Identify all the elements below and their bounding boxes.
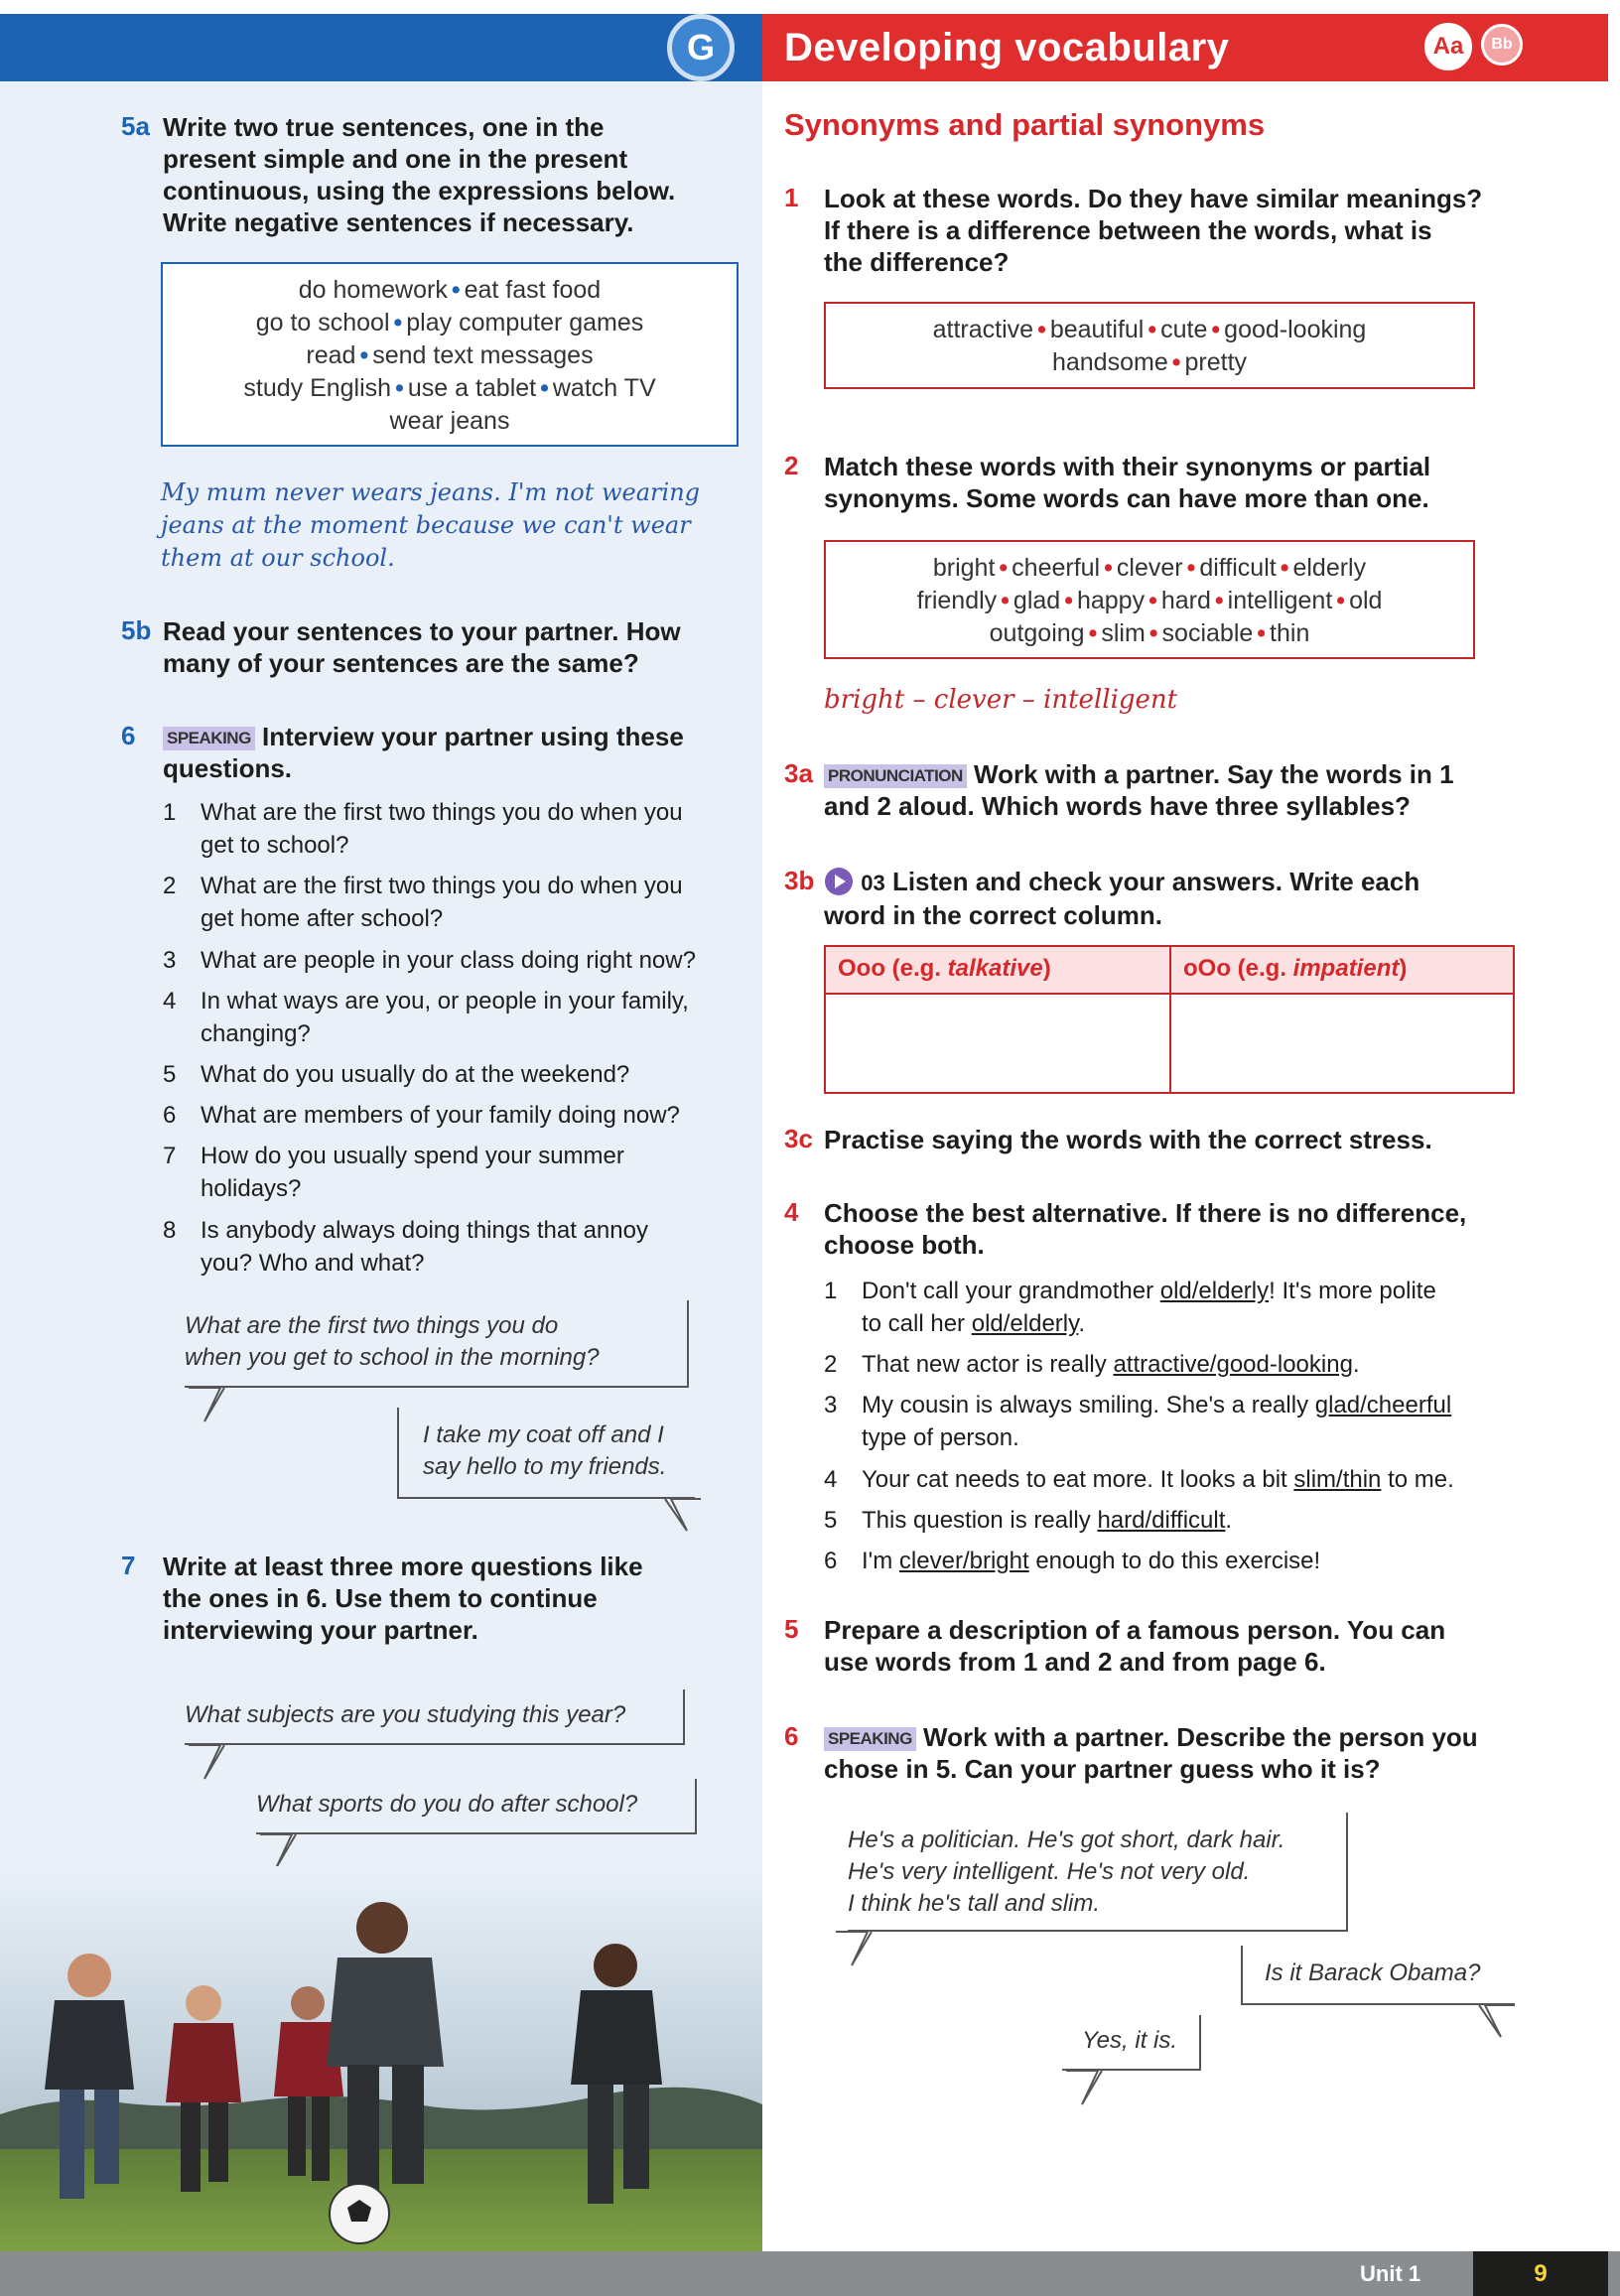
page-number: 9 [1473, 2251, 1608, 2296]
synonyms-box: bright • cheerful • clever • difficult • elderly friendly • glad • happy • hard • intelligent • old outgoing • slim • sociable • thin [824, 540, 1475, 659]
exercise-5b-instruction: Read your sentences to your partner. How many of your sentences are the same? [163, 616, 681, 678]
speech-bubble-description: He's a politician. He's got short, dark hair. He's very intelligent. He's not very old. I think he's tall and slim. [848, 1813, 1348, 1932]
exercise-5a-example: My mum never wears jeans. I'm not wearing jeans at the moment because we can't wear them at our school. [161, 478, 701, 572]
stress-col-2-header: oOo (e.g. impatient) [1183, 955, 1408, 982]
vocabulary-badge-icon: Aa [1421, 20, 1475, 73]
speaking-tag: SPEAKING [824, 1727, 916, 1751]
speech-bubble-tail-icon [185, 1743, 264, 1783]
vocab-exercise-1-number: 1 [784, 183, 799, 212]
vocab-exercise-3c-number: 3c [784, 1124, 813, 1153]
speech-bubble-answer: I take my coat off and I say hello to my friends. [397, 1408, 695, 1499]
speech-bubble-tail-icon [832, 1930, 911, 1969]
pronunciation-tag: PRONUNCIATION [824, 764, 967, 788]
stress-table-divider [1169, 947, 1171, 1092]
exercise-7-number: 7 [121, 1551, 136, 1580]
choice-option[interactable]: hard/difficult [1097, 1507, 1226, 1534]
exercise-5b-number: 5b [121, 615, 152, 645]
stress-col-1-header: Ooo (e.g. talkative) [838, 955, 1051, 982]
audio-play-icon[interactable] [824, 867, 854, 896]
exercise-5a-number: 5a [121, 111, 150, 141]
audio-track-number: 03 [861, 871, 885, 895]
vocab-exercise-3b-number: 3b [784, 866, 815, 895]
stress-table [824, 945, 1515, 1094]
speech-bubble-question: What subjects are you studying this year? [185, 1689, 685, 1745]
vocab-exercise-5-instruction: Prepare a description of a famous person. You can use words from 1 and 2 and from page 6. [824, 1615, 1446, 1677]
speech-bubble-tail-icon [1439, 2003, 1519, 2043]
unit-label: Unit 1 [1360, 2261, 1421, 2286]
football-players-photo [0, 1866, 762, 2251]
vocab-heading: Synonyms and partial synonyms [784, 107, 1266, 142]
exercise-7-instruction: Write at least three more questions like the ones in 6. Use them to continue interviewing your partner. [163, 1552, 643, 1645]
vocab-exercise-6-number: 6 [784, 1721, 799, 1751]
vocab-exercise-1-instruction: Look at these words. Do they have similar meanings? If there is a difference between the words, what is the difference? [824, 184, 1483, 277]
stress-col-2-answer-cell[interactable] [1175, 997, 1509, 1088]
exercise-5a-instruction: Write two true sentences, one in the present simple and one in the present continuous, using the expressions below. Write negative sentences if necessary. [163, 112, 676, 237]
choice-option[interactable]: old/elderly [971, 1310, 1079, 1337]
choice-option[interactable]: old/elderly [1159, 1278, 1270, 1304]
vocab-exercise-5-number: 5 [784, 1614, 799, 1644]
speech-bubble-confirm: Yes, it is. [1062, 2015, 1201, 2071]
vocab-exercise-4-number: 4 [784, 1197, 799, 1227]
section-title: Developing vocabulary [784, 26, 1230, 69]
vocab-exercise-2-example: bright – clever – intelligent [824, 685, 1178, 715]
exercise-6-instruction: SPEAKING Interview your partner using these questions. [163, 722, 684, 783]
speech-bubble-guess: Is it Barack Obama? [1241, 1946, 1515, 2005]
vocab-exercise-3a-instruction: PRONUNCIATION Work with a partner. Say the words in 1 and 2 aloud. Which words have three syllables? [824, 759, 1454, 821]
vocab-exercise-3b-instruction: 03 Listen and check your answers. Write each word in the correct column. [824, 867, 1420, 930]
speech-bubble-tail-icon [185, 1386, 264, 1425]
vocab-exercise-2-number: 2 [784, 451, 799, 480]
stress-col-1-answer-cell[interactable] [830, 997, 1165, 1088]
speech-bubble-question: What are the first two things you do when you get to school in the morning? [185, 1300, 689, 1388]
speech-bubble-question: What sports do you do after school? [256, 1779, 697, 1834]
speaking-tag: SPEAKING [163, 727, 255, 750]
exercise-6-number: 6 [121, 721, 136, 750]
vocab-exercise-4-instruction: Choose the best alternative. If there is no difference, choose both. [824, 1198, 1467, 1260]
speech-bubble-tail-icon [625, 1497, 705, 1537]
grammar-badge-icon: G [667, 14, 735, 81]
vocab-exercise-6-instruction: SPEAKING Work with a partner. Describe the person you chose in 5. Can your partner guess who it is? [824, 1722, 1478, 1784]
choice-option[interactable]: attractive/good-looking [1113, 1351, 1353, 1378]
expressions-box: do homework • eat fast food go to school • play computer games read • send text messages study English • use a tablet • watch TV wear jeans [161, 262, 739, 447]
choice-option[interactable]: glad/cheerful [1314, 1392, 1452, 1418]
vocab-exercise-3c-instruction: Practise saying the words with the correct stress. [824, 1125, 1432, 1154]
vocabulary-badge-small-icon: Bb [1481, 24, 1523, 66]
adjectives-box: attractive • beautiful • cute • good-looking handsome • pretty [824, 302, 1475, 389]
vocab-exercise-3a-number: 3a [784, 758, 813, 788]
header-grammar-band [0, 14, 762, 81]
vocab-exercise-2-instruction: Match these words with their synonyms or partial synonyms. Some words can have more than one. [824, 452, 1431, 513]
choice-option[interactable]: slim/thin [1293, 1466, 1382, 1493]
choice-option[interactable]: clever/bright [898, 1548, 1029, 1574]
speech-bubble-tail-icon [1062, 2069, 1142, 2108]
